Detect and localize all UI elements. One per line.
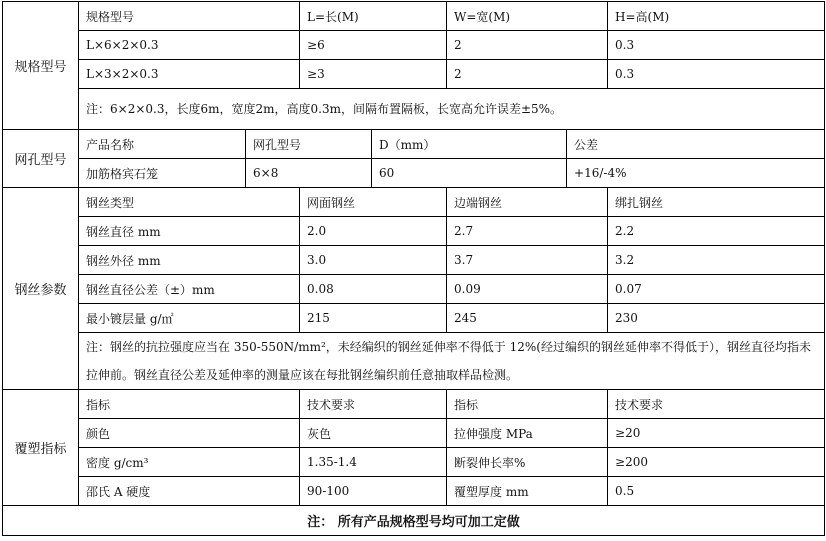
table-cell: 钢丝外径 mm — [79, 246, 300, 275]
table-row — [3, 159, 825, 188]
spec-header-row — [3, 2, 825, 31]
section-label-coating: 覆塑指标 — [3, 390, 79, 506]
table-cell: 90-100 — [300, 477, 447, 506]
table-row — [3, 217, 825, 246]
table-cell: 245 — [447, 304, 608, 333]
table-cell: 技术要求 — [608, 390, 825, 419]
table-cell: 颜色 — [79, 419, 300, 448]
table-cell: L×3×2×0.3 — [79, 60, 300, 89]
section-label-wire: 钢丝参数 — [3, 188, 79, 390]
table-row — [3, 477, 825, 506]
table-cell: 0.3 — [608, 60, 825, 89]
coating-header-row — [3, 390, 825, 419]
footer-row — [3, 506, 825, 536]
table-cell: ≥3 — [300, 60, 447, 89]
table-cell: 215 — [300, 304, 447, 333]
table-cell: 边端钢丝 — [447, 188, 608, 217]
table-cell: 钢丝直径 mm — [79, 217, 300, 246]
spec-note-row — [3, 89, 825, 130]
table-cell: 0.08 — [300, 275, 447, 304]
table-cell: 0.09 — [447, 275, 608, 304]
table-cell: 230 — [608, 304, 825, 333]
table-cell: 2.7 — [447, 217, 608, 246]
table-row — [3, 246, 825, 275]
table-cell: 2.2 — [608, 217, 825, 246]
table-cell: 0.07 — [608, 275, 825, 304]
section-label-spec: 规格型号 — [3, 2, 79, 130]
table-cell: 指标 — [447, 390, 608, 419]
table-cell: 0.5 — [608, 477, 825, 506]
table-cell: 0.3 — [608, 31, 825, 60]
wire-header-row — [3, 188, 825, 217]
table-cell: 1.35-1.4 — [300, 448, 447, 477]
table-cell: 产品名称 — [79, 130, 246, 159]
table-cell: 3.2 — [608, 246, 825, 275]
table-cell: 6×8 — [246, 159, 372, 188]
table-cell: 3.0 — [300, 246, 447, 275]
table-cell: 绑扎钢丝 — [608, 188, 825, 217]
spec-note: 注：6×2×0.3，长度6m，宽度2m，高度0.3m，间隔布置隔板，长宽高允许误差±5%。 — [79, 89, 825, 130]
table-cell: 2.0 — [300, 217, 447, 246]
table-row — [3, 31, 825, 60]
table-cell: L×6×2×0.3 — [79, 31, 300, 60]
table-cell: 技术要求 — [300, 390, 447, 419]
table-row — [3, 448, 825, 477]
table-cell: 规格型号 — [79, 2, 300, 31]
section-label-mesh: 网孔型号 — [3, 130, 79, 188]
table-cell: 网孔型号 — [246, 130, 372, 159]
table-cell: 密度 g/cm³ — [79, 448, 300, 477]
table-cell: L=长(M) — [300, 2, 447, 31]
table-cell: 钢丝直径公差（±）mm — [79, 275, 300, 304]
table-cell: 钢丝类型 — [79, 188, 300, 217]
table-cell: 灰色 — [300, 419, 447, 448]
table-cell: W=宽(M) — [447, 2, 608, 31]
table-row — [3, 304, 825, 333]
table-cell: 加筋格宾石笼 — [79, 159, 246, 188]
table-cell: H=高(M) — [608, 2, 825, 31]
table-row — [3, 275, 825, 304]
table-row — [3, 60, 825, 89]
table-cell: 2 — [447, 60, 608, 89]
table-cell: 覆塑厚度 mm — [447, 477, 608, 506]
mesh-header-row — [3, 130, 825, 159]
spec-table — [2, 1, 825, 536]
table-cell: 网面钢丝 — [300, 188, 447, 217]
wire-note-row — [3, 333, 825, 390]
table-cell: 邵氏 A 硬度 — [79, 477, 300, 506]
table-cell: 指标 — [79, 390, 300, 419]
footer-note: 注： 所有产品规格型号均可加工定做 — [3, 506, 825, 536]
table-cell: 公差 — [567, 130, 825, 159]
table-row — [3, 419, 825, 448]
table-cell: 断裂伸长率% — [447, 448, 608, 477]
table-cell: ≥6 — [300, 31, 447, 60]
table-cell: 2 — [447, 31, 608, 60]
table-cell: 拉伸强度 MPa — [447, 419, 608, 448]
table-cell: +16/-4% — [567, 159, 825, 188]
table-cell: 3.7 — [447, 246, 608, 275]
table-cell: D（mm） — [372, 130, 567, 159]
table-cell: ≥20 — [608, 419, 825, 448]
table-cell: 最小镀层量 g/㎡ — [79, 304, 300, 333]
wire-note: 注：钢丝的抗拉强度应当在 350-550N/mm²，未经编织的钢丝延伸率不得低于 12%(经过编织的钢丝延伸率不得低于），钢丝直径均指未拉伸前。钢丝直径公差及延伸率的测量应该在每批钢丝编织前任意抽取样品检测。 — [79, 333, 825, 390]
table-cell: 60 — [372, 159, 567, 188]
table-cell: ≥200 — [608, 448, 825, 477]
